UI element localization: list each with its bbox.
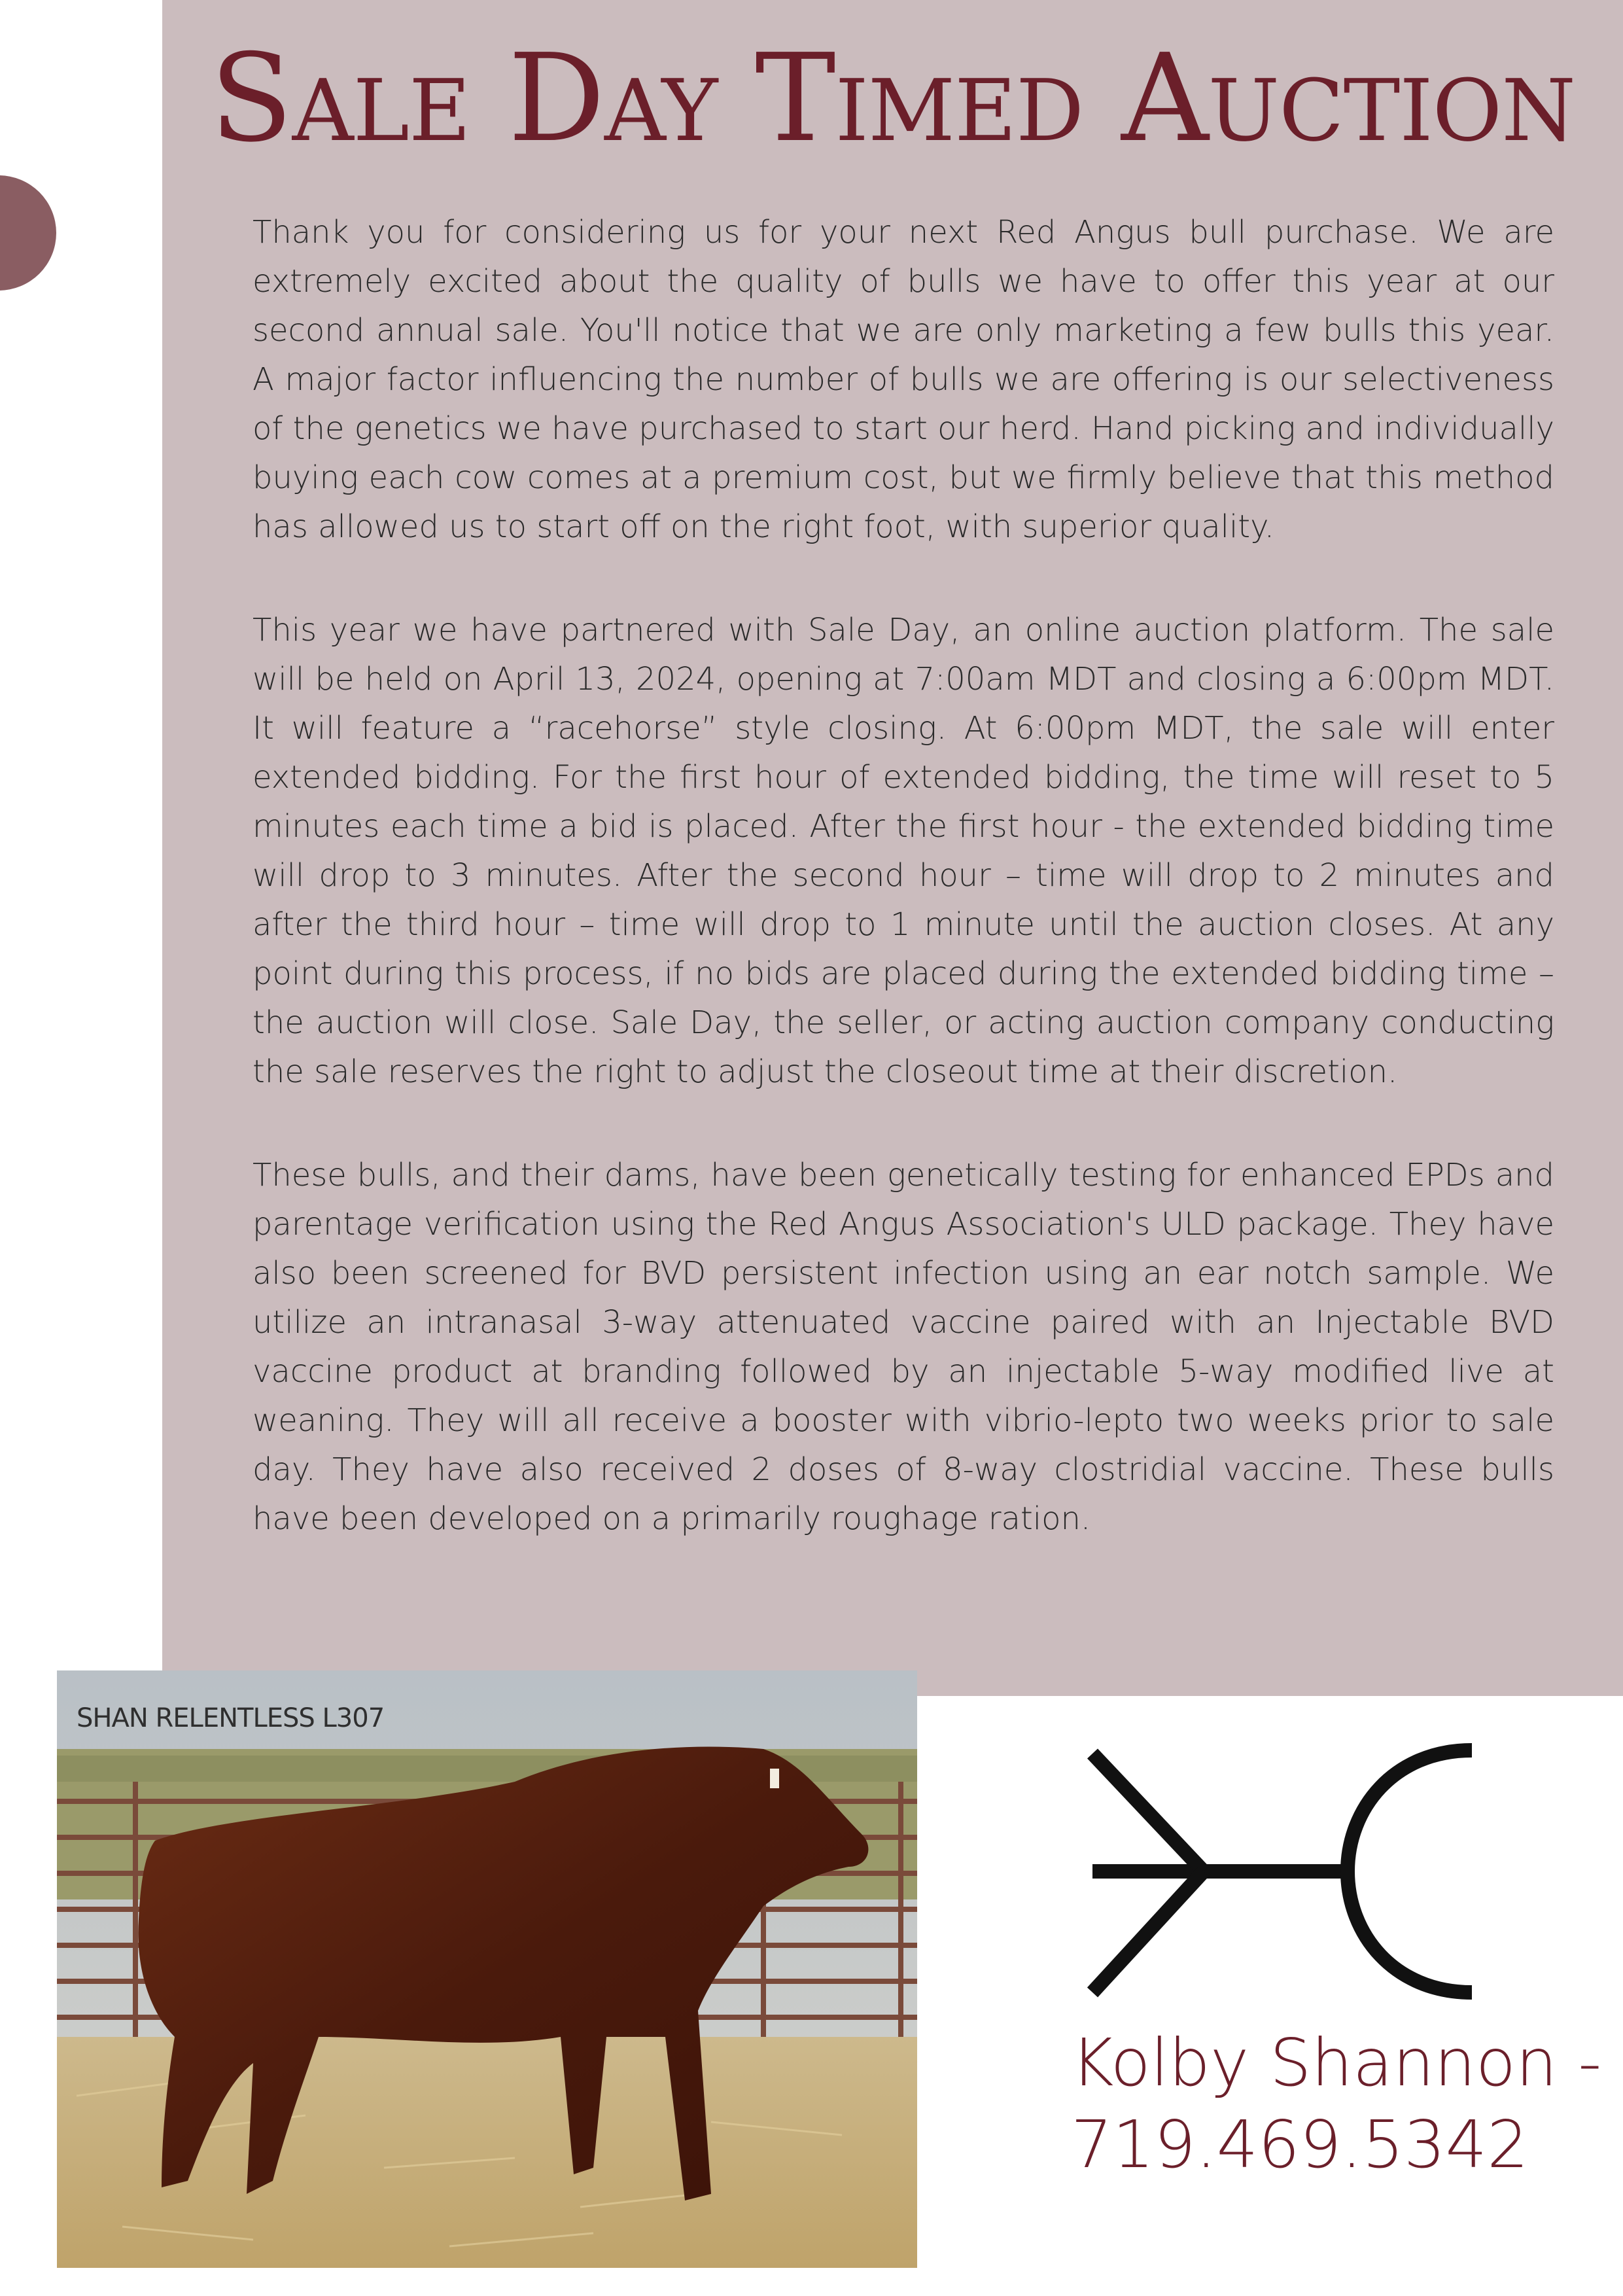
photo-caption: SHAN RELENTLESS L307: [77, 1703, 385, 1733]
paragraph-intro: Thank you for considering us for your next Red Angus bull purchase. We are extremely excited about the quality of bulls we have to offer this year at our second annual sale. You'll notice that we are only marketing a few bulls this year. A major factor influencing the number of bulls we are offering is our selectiveness of the genetics we have purchased to start our herd. Hand picking and individually buying each cow comes at a premium cost, but we firmly believe that this method has allowed us to start off on the right foot, with superior quality.: [253, 214, 1554, 545]
contact-phone[interactable]: 719.469.5342: [1071, 2106, 1529, 2183]
bull-photo: [57, 1670, 917, 2268]
accent-circle: [0, 175, 56, 291]
page-title: Sale Day Timed Auction: [209, 27, 1576, 169]
paragraph-health: These bulls, and their dams, have been genetically testing for enhanced EPDs and parentage verification using the Red Angus Association's ULD package. They have also been screened for BVD persistent infection using an ear notch sample. We utilize an intranasal 3-way attenuated vaccine paired with an Injectable BVD vaccine product at branding followed by an injectable 5-way modified live at weaning. They will all receive a booster with vibrio-lepto two weeks prior to sale day. They have also received 2 doses of 8-way clostridial vaccine. These bulls have been developed on a primarily roughage ration.: [253, 1157, 1554, 1537]
body-text: [253, 208, 1554, 1598]
contact-name: Kolby Shannon -: [1071, 2024, 1602, 2101]
bull-photo-illustration: [57, 1670, 917, 2268]
contact-info: [1071, 2022, 1602, 2185]
paragraph-auction: This year we have partnered with Sale Day, an online auction platform. The sale will be held on April 13, 2024, opening at 7:00am MDT and closing a 6:00pm MDT. It will feature a “racehorse” style closing. At 6:00pm MDT, the sale will enter extended bidding. For the first hour of extended bidding, the time will reset to 5 minutes each time a bid is placed. After the first hour - the extended bidding time will drop to 3 minutes. After the second hour – time will drop to 2 minutes and after the third hour – time will drop to 1 minute until the auction closes. At any point during this process, if no bids are placed during the extended bidding time – the auction will close. Sale Day, the seller, or acting auction company conducting the sale reserves the right to adjust the closeout time at their discretion.: [253, 612, 1554, 1090]
ranch-brand-icon: [1086, 1737, 1492, 2012]
